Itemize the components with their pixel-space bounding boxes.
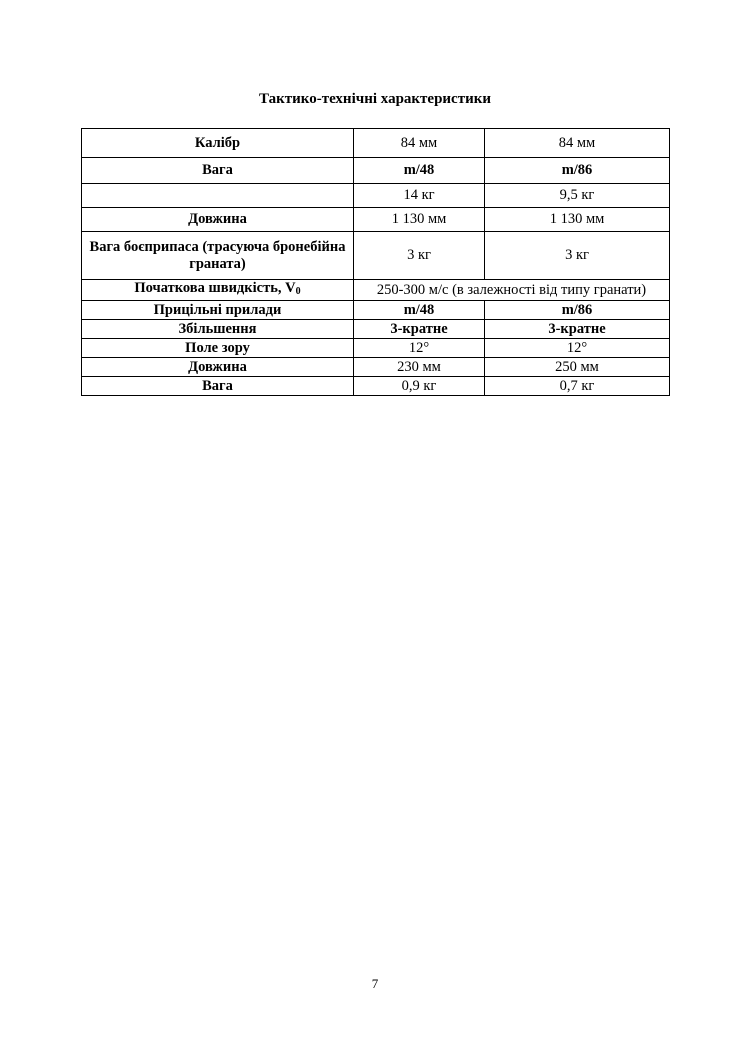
row-label: Довжина <box>82 208 354 232</box>
page-number: 7 <box>371 976 379 991</box>
row-label: Вага боєприпаса (трасуюча бронебійна граната) <box>82 232 354 280</box>
row-value-1: 0,9 кг <box>354 377 485 396</box>
row-value-1: m/48 <box>354 158 485 184</box>
row-value-2: m/86 <box>485 158 670 184</box>
row-value-1: m/48 <box>354 301 485 320</box>
row-label: Вага <box>82 158 354 184</box>
row-label: Калібр <box>82 129 354 158</box>
row-label: Довжина <box>82 358 354 377</box>
spec-table <box>81 128 670 396</box>
table-row <box>82 158 670 184</box>
table-row <box>82 129 670 158</box>
table-row <box>82 208 670 232</box>
page-title: Тактико-технічні характеристики <box>258 91 492 107</box>
table-row <box>82 339 670 358</box>
table-row <box>82 377 670 396</box>
row-value-2: 12° <box>485 339 670 358</box>
table-row <box>82 280 670 301</box>
row-label-subscript: 0 <box>295 286 301 297</box>
table-row <box>82 232 670 280</box>
row-value-2: 9,5 кг <box>485 184 670 208</box>
row-label <box>82 184 354 208</box>
row-label: Вага <box>82 377 354 396</box>
row-value-2: 84 мм <box>485 129 670 158</box>
row-label <box>82 280 354 301</box>
row-value-2: 3 кг <box>485 232 670 280</box>
row-value-1: 3 кг <box>354 232 485 280</box>
row-label: Прицільні прилади <box>82 301 354 320</box>
row-value-1: 3-кратне <box>354 320 485 339</box>
row-label: Поле зору <box>82 339 354 358</box>
row-value-1: 230 мм <box>354 358 485 377</box>
row-value-1: 84 мм <box>354 129 485 158</box>
row-value-2: 250 мм <box>485 358 670 377</box>
table-row <box>82 301 670 320</box>
row-value-2: 0,7 кг <box>485 377 670 396</box>
row-value-merged: 250-300 м/с (в залежності від типу гранати) <box>354 280 670 301</box>
table-row <box>82 320 670 339</box>
row-value-1: 1 130 мм <box>354 208 485 232</box>
row-value-2: 3-кратне <box>485 320 670 339</box>
row-value-1: 12° <box>354 339 485 358</box>
row-value-1: 14 кг <box>354 184 485 208</box>
table-row <box>82 184 670 208</box>
row-value-2: m/86 <box>485 301 670 320</box>
row-label: Збільшення <box>82 320 354 339</box>
row-label-text: Початкова швидкість, V <box>134 280 296 296</box>
table-row <box>82 358 670 377</box>
row-value-2: 1 130 мм <box>485 208 670 232</box>
